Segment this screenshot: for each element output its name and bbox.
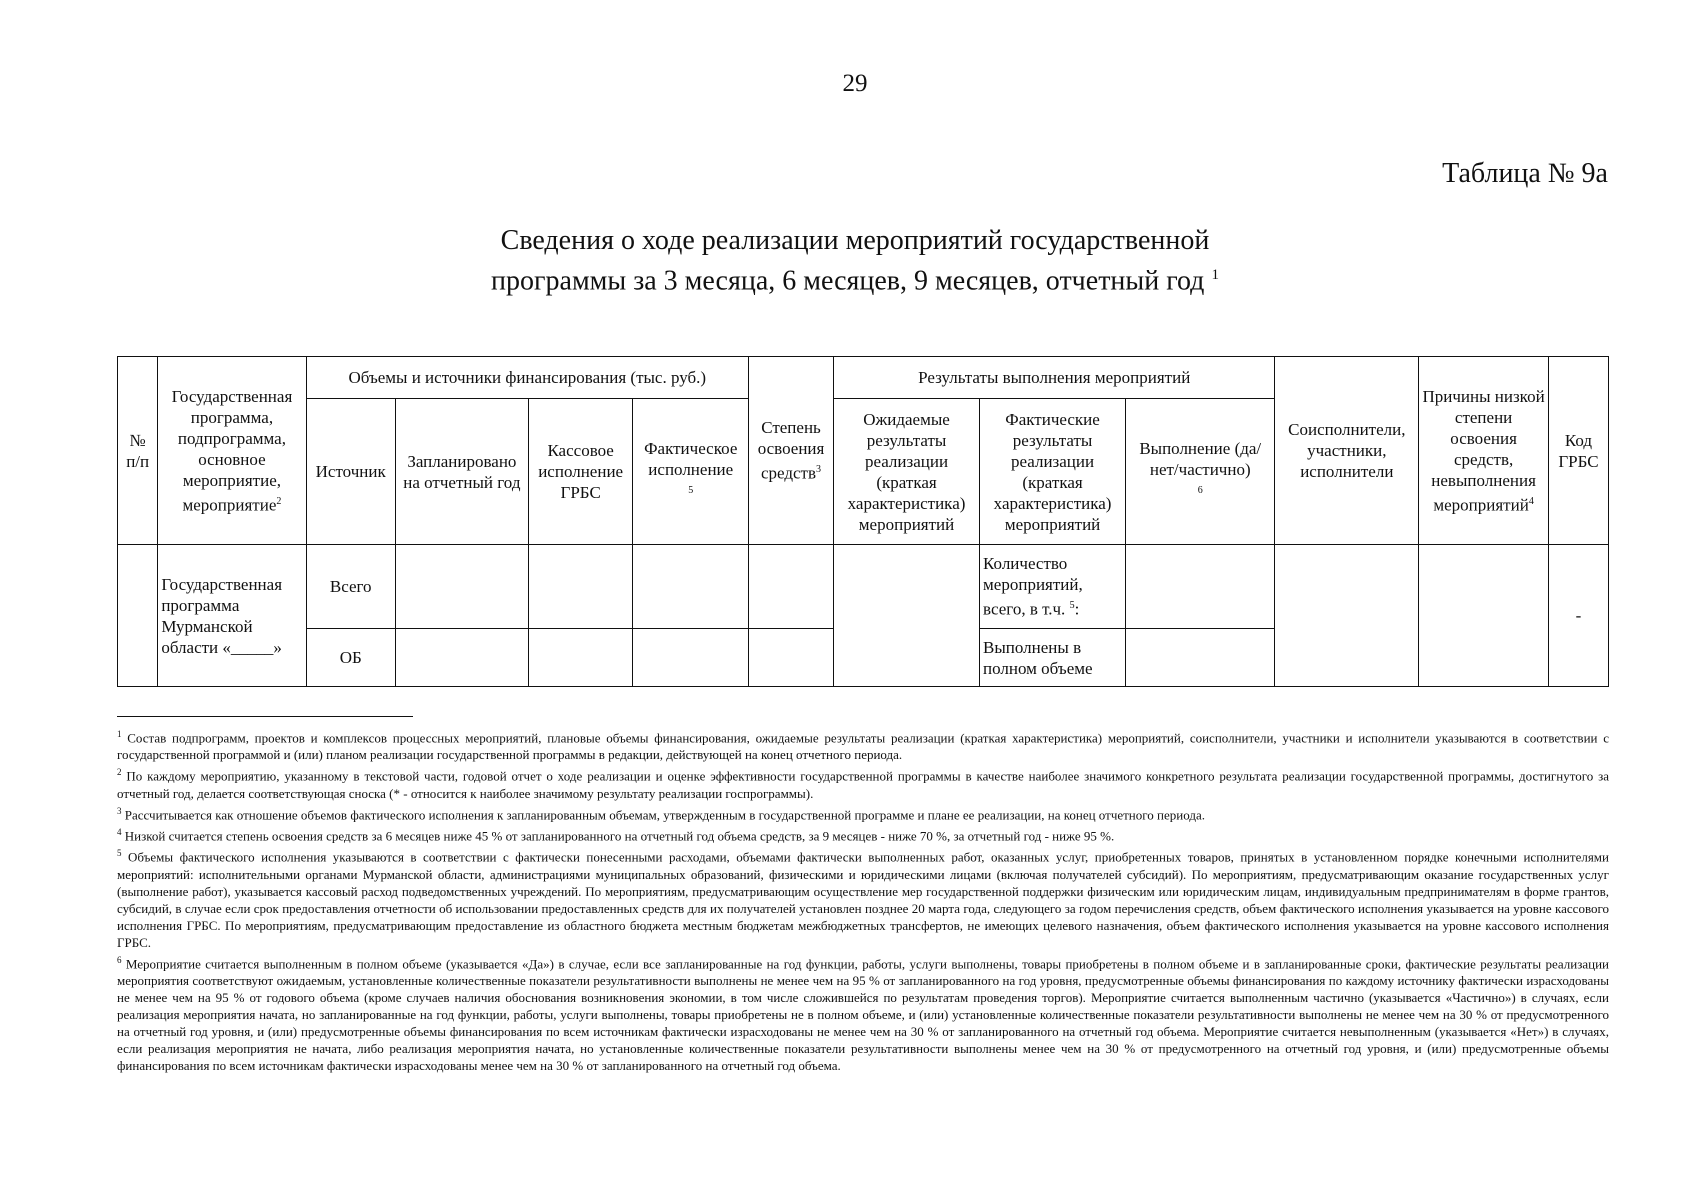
footnote-5	[117, 845, 1609, 950]
header-reasons-text: Причины низкой степени освоения средств, невыполнения мероприятий	[1422, 386, 1545, 515]
page-number: 29	[842, 70, 868, 97]
footnote-5-num: 5	[117, 848, 122, 859]
header-actual	[633, 399, 749, 545]
cell-source-ob: ОБ	[306, 629, 395, 687]
footnote-1-num: 1	[117, 729, 122, 739]
header-expected: Ожидаемые результаты реализации (краткая характеристика) мероприятий	[834, 399, 980, 545]
factual-count-tail: :	[1074, 599, 1080, 619]
footnote-2	[117, 764, 1609, 801]
report-table	[117, 356, 1609, 687]
header-program-ref: 2	[276, 495, 282, 507]
cell-completion-ob	[1126, 629, 1275, 687]
cell-source-total: Всего	[306, 545, 395, 629]
footnote-3-text: Рассчитывается как отношение объемов фактического исполнения к запланированным объемам, утвержденным в государственной программе и плане ее реализации, на конец отчетного периода.	[124, 806, 1205, 822]
header-degree-ref: 3	[816, 464, 822, 476]
cell-coexecutors	[1275, 545, 1419, 687]
cell-degree-ob	[749, 629, 834, 687]
header-completion-ref: 6	[1197, 485, 1203, 497]
cell-factual-count	[980, 545, 1126, 629]
table-label: Таблица № 9а	[1442, 158, 1608, 189]
footnote-1-text: Состав подпрограмм, проектов и комплексов процессных мероприятий, плановые объемы финансирования, ожидаемые результаты реализации (краткая характеристика) мероприятий, соисполнители, участники и исполнители указываются в соответствии с государственной программой и (или) планом реализации государственной программы в редакции, действующей на конец отчетного периода.	[117, 730, 1609, 763]
cell-num	[118, 545, 158, 687]
header-program	[158, 357, 306, 545]
footnote-2-text: По каждому мероприятию, указанному в текстовой части, годовой отчет о ходе реализации и оценке эффективности государственной программы в качестве наиболее значимого конкретного результата реализации государственной программы, достигнутого за отчетный год, делается соответствующая сноска (* - относится к наиболее значимому результату реализации госпрограммы).	[117, 768, 1609, 801]
cell-completion-total	[1126, 545, 1275, 629]
header-factual: Фактические результаты реализации (краткая характеристика) мероприятий	[980, 399, 1126, 545]
footnote-4-num: 4	[117, 826, 122, 837]
cell-code: -	[1548, 545, 1608, 687]
footnote-3-num: 3	[117, 805, 122, 816]
document-title	[0, 224, 1698, 298]
footnote-2-num: 2	[117, 767, 122, 778]
footnote-5-text: Объемы фактического исполнения указываются в соответствии с фактически понесенными расходами, объемами фактически выполненных работ, оказанных услуг, приобретенных товаров, принятых в установленном порядке конечными исполнителями мероприятий: исполнительными органами Мурманской области, администрациями муниципальных образований, физическими и юридическими лицами (включая получателей субсидий). По мероприятиям, предусматривающим оказание государственных услуг (выполнение работ), указывается кассовый расход подведомственных учреждений. По мероприятиям, предусматривающим осуществление мер государственной поддержки физическим или юридическим лицам, индивидуальным предпринимателям в форме грантов, субсидий, в случае если срок предоставления отчетности об использовании предоставленных средств для их получателей установлен позднее 20 марта года, следующего за годом перечисления средств, объем фактического исполнения указывается на уровне кассового исполнения ГРБС. По мероприятиям, предусматривающим предоставление из областного бюджета местным бюджетам межбюджетных трансфертов, не имеющих целевого назначения, объем фактического исполнения указывается на уровне кассового исполнения ГРБС.	[117, 849, 1609, 950]
header-reasons	[1419, 357, 1549, 545]
header-source: Источник	[306, 399, 395, 545]
header-code: Код ГРБС	[1548, 357, 1608, 545]
header-cash: Кассовое исполнение ГРБС	[528, 399, 633, 545]
header-financing-group: Объемы и источники финансирования (тыс. руб.)	[306, 357, 748, 399]
cell-actual-ob	[633, 629, 749, 687]
cell-degree-total	[749, 545, 834, 629]
footnotes	[117, 726, 1609, 1075]
cell-planned-total	[395, 545, 528, 629]
cell-cash-ob	[528, 629, 633, 687]
cell-program-name: Государственная программа Мурманской области «_____»	[158, 545, 306, 687]
header-results-group: Результаты выполнения мероприятий	[834, 357, 1275, 399]
header-num: № п/п	[118, 357, 158, 545]
footnote-3	[117, 803, 1609, 823]
title-footnote-ref: 1	[1211, 267, 1219, 283]
cell-expected	[834, 545, 980, 687]
cell-reasons	[1419, 545, 1549, 687]
header-actual-text: Фактическое исполнение	[644, 439, 738, 480]
title-line-2	[0, 258, 1698, 298]
header-coexecutors: Соисполнители, участники, исполнители	[1275, 357, 1419, 545]
header-degree	[749, 357, 834, 545]
factual-count-text: Количество мероприятий, всего, в т.ч.	[983, 554, 1083, 619]
footnote-6-text: Мероприятие считается выполненным в полном объеме (указывается «Да») в случае, если все запланированные на год функции, работы, услуги выполнены, товары приобретены в полном объеме и в запланированные сроки, фактические результаты реализации мероприятия соответствуют ожидаемым, установленные количественные показатели результативности выполнены не менее чем на 95 % от запланированного на год уровня, предусмотренные объемы финансирования по каждому источнику фактически израсходованы не менее чем на 95 % от годового объема (кроме случаев наличия обоснования возникновения экономии, в том числе сложившейся по результатам проведения торгов). Мероприятие считается выполненным частично (указывается «Частично») в случаях, если реализация мероприятия начата, но запланированные на год функции, работы, услуги выполнены, товары приобретены не в полном объеме, и (или) установленные количественные показатели результативности выполнены не менее чем на 30 % от предусмотренного на отчетный год уровня, и (или) предусмотренные объемы финансирования по всем источникам фактически израсходованы не менее чем на 30 % от запланированного на отчетный год объема. Мероприятие считается невыполненным (указывается «Нет») в случаях, если реализация мероприятия не начата, либо реализация мероприятия начата, но установленные количественные показатели результативности выполнены менее чем на 30 % от предусмотренного на отчетный год уровня, и (или) предусмотренные объемы финансирования по всем источникам фактически израсходованы менее чем на 30 % от запланированного на отчетный год объема.	[117, 955, 1610, 1073]
header-completion-text: Выполнение (да/нет/частично)	[1139, 439, 1262, 480]
data-row-total	[118, 545, 1609, 629]
footnote-separator	[117, 716, 413, 717]
header-row-1	[118, 357, 1609, 399]
title-line-1: Сведения о ходе реализации мероприятий государственной	[500, 225, 1210, 256]
cell-cash-total	[528, 545, 633, 629]
footnote-6-num: 6	[117, 954, 122, 965]
cell-actual-total	[633, 545, 749, 629]
cell-planned-ob	[395, 629, 528, 687]
factual-count-ref: 5	[1069, 600, 1075, 612]
title-line-2-text: программы за 3 месяца, 6 месяцев, 9 месяцев, отчетный год	[491, 265, 1205, 297]
header-degree-text: Степень освоения средств	[757, 418, 825, 483]
footnote-4-text: Низкой считается степень освоения средств за 6 месяцев ниже 45 % от запланированного на отчетный год объема средств, за 9 месяцев - ниже 70 %, за отчетный год - ниже 95 %.	[124, 828, 1115, 844]
cell-factual-done: Выполнены в полном объеме	[980, 629, 1126, 687]
header-program-text: Государственная программа, подпрограмма, основное мероприятие, мероприятие	[171, 386, 293, 515]
footnote-4	[117, 824, 1609, 844]
header-reasons-ref: 4	[1528, 495, 1534, 507]
header-planned: Запланировано на отчетный год	[395, 399, 528, 545]
footnote-1	[117, 726, 1609, 763]
footnote-6	[117, 952, 1609, 1074]
header-completion	[1126, 399, 1275, 545]
header-actual-ref: 5	[688, 485, 694, 497]
